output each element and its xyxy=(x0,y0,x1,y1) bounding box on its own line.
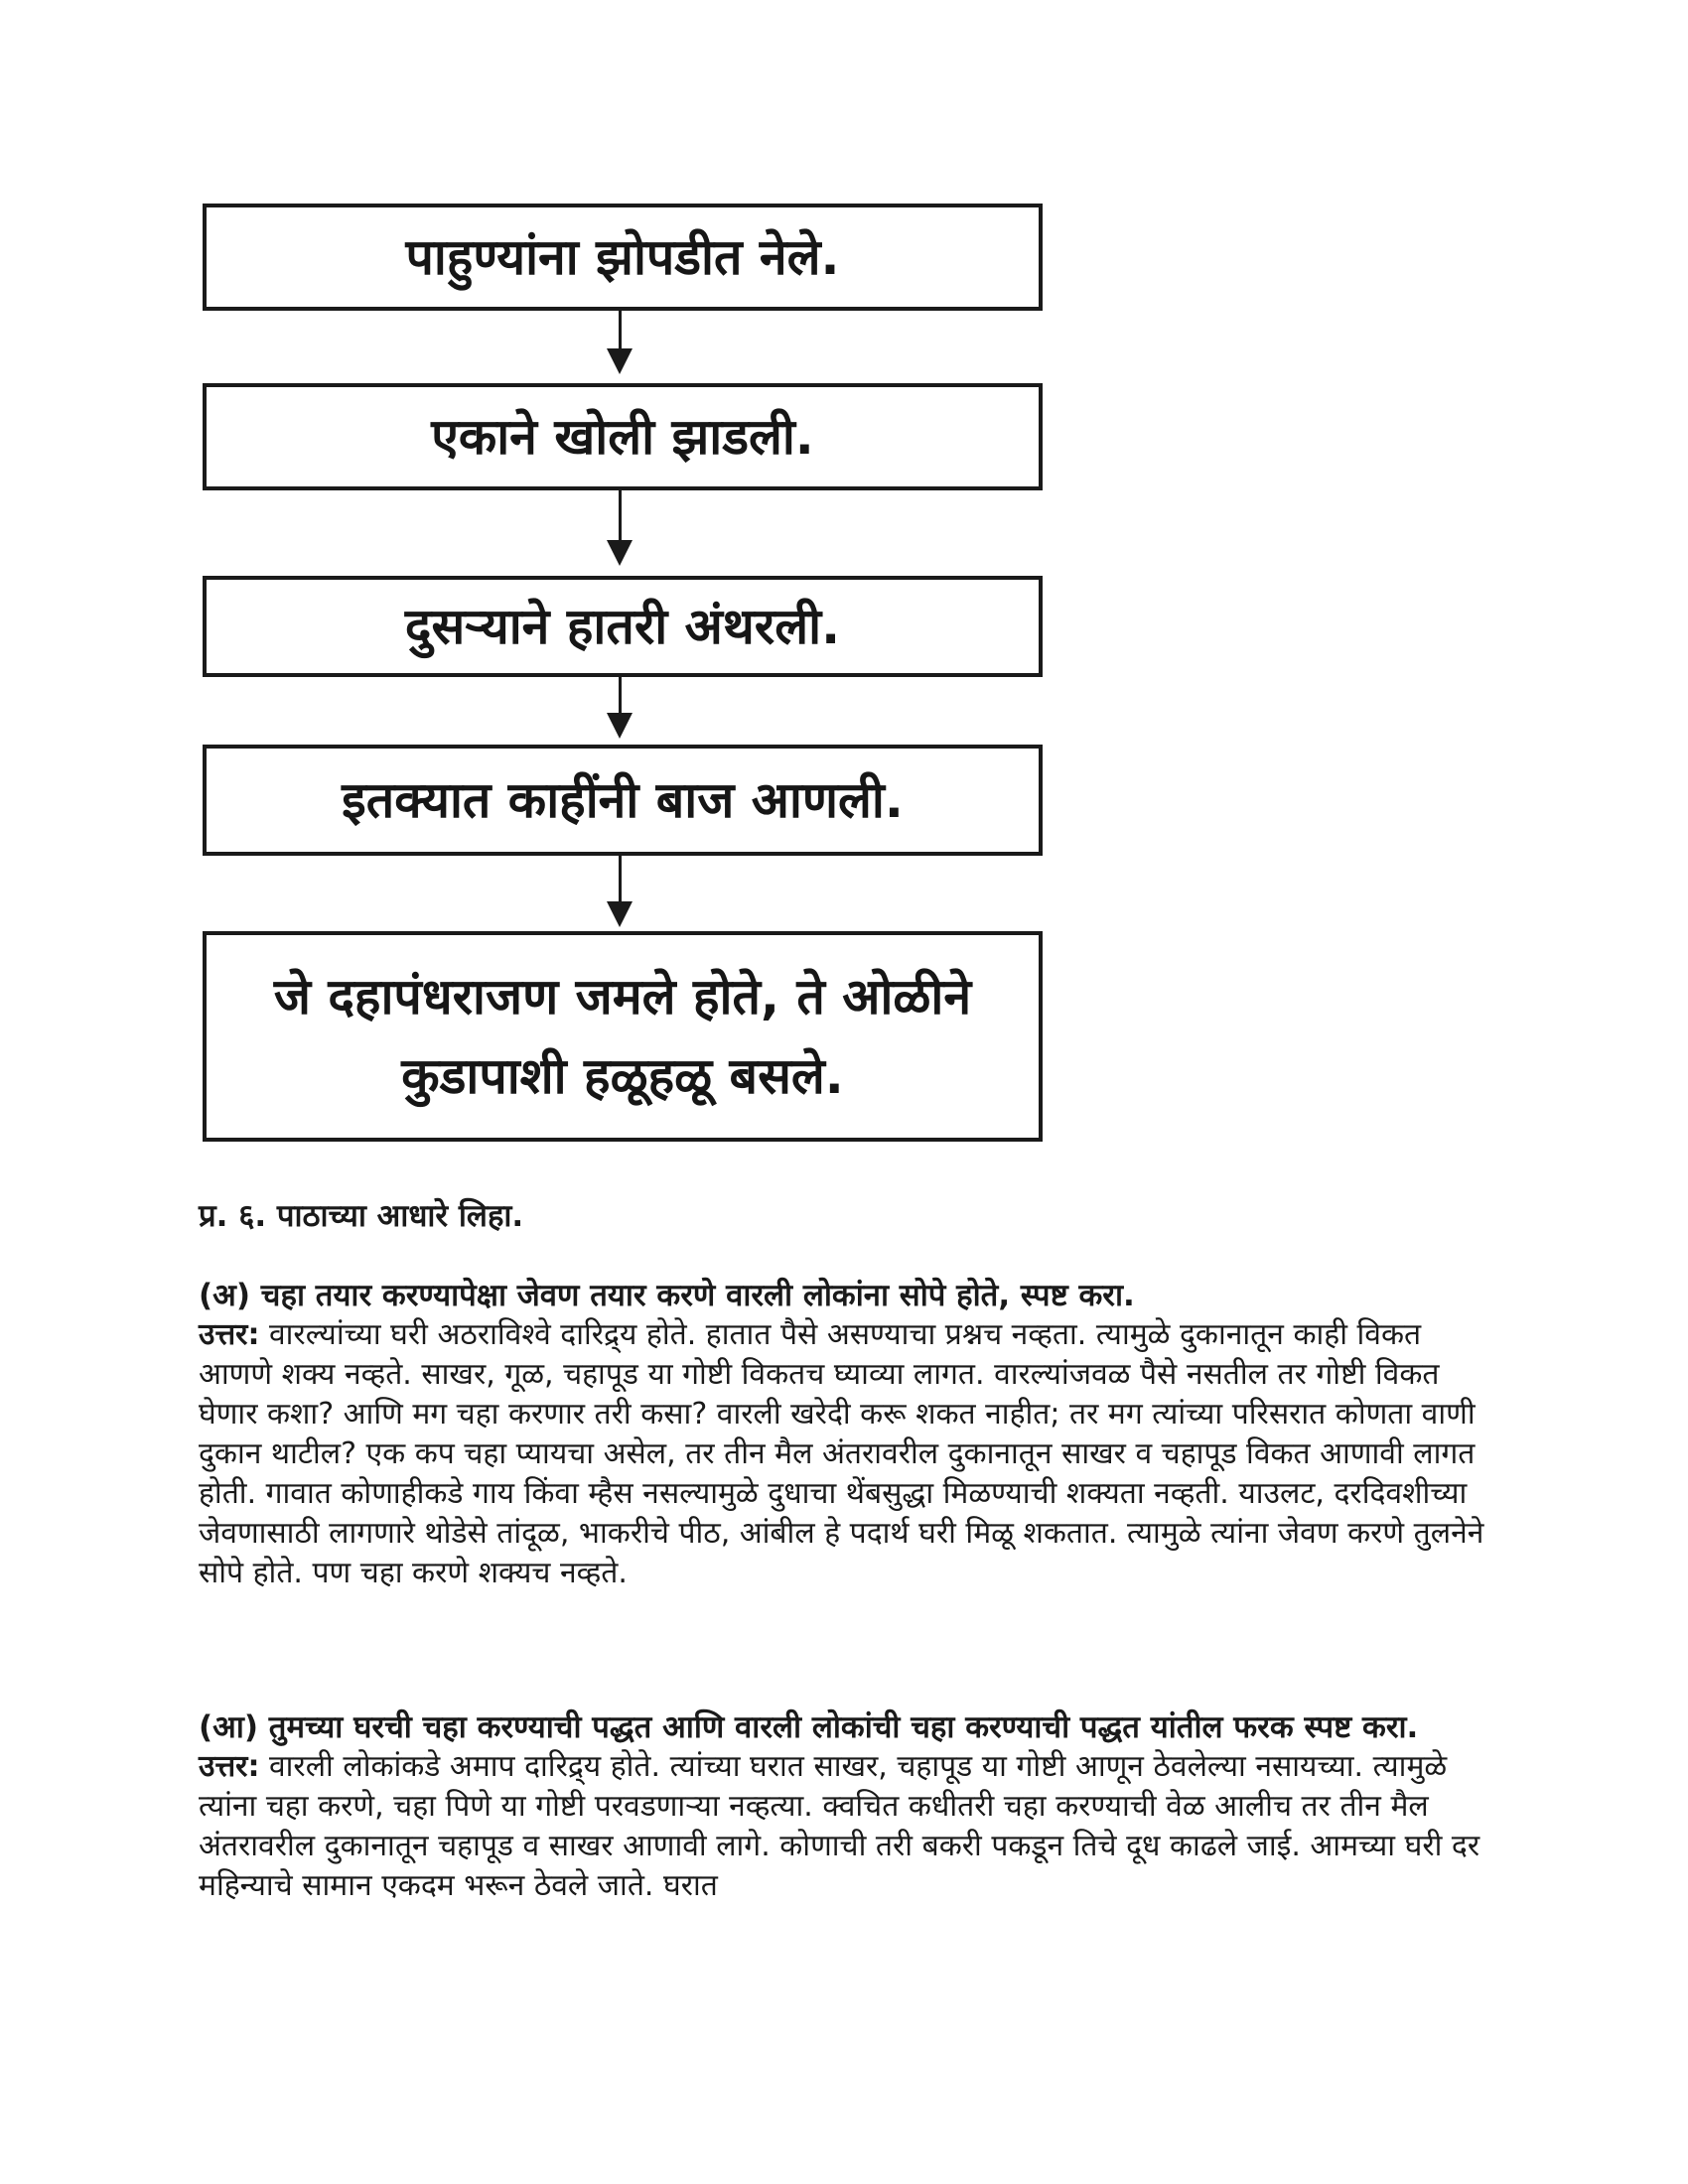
flow-step-2-text: एकाने खोली झाडली. xyxy=(431,408,814,466)
question-6a-block xyxy=(199,1276,1499,1593)
flow-step-5-line-1: जे दहापंधराजण जमले होते, ते ओळीने xyxy=(273,968,972,1025)
answer-text: वारल्यांच्या घरी अठराविश्वे दारिद्र्य होते. हातात पैसे असण्याचा प्रश्नच नव्हता. त्यामुळे दुकानातून काही विकत आणणे शक्य नव्हते. साखर, गूळ, चहापूड या गोष्टी विकतच घ्याव्या लागत. वारल्यांजवळ पैसे नसतील तर गोष्टी विकत घेणार कशा? आणि मग चहा करणार तरी कसा? वारली खरेदी करू शकत नाहीत; तर मग त्यांच्या परिसरात कोणता वाणी दुकान थाटील? एक कप चहा प्यायचा असेल, तर तीन मैल अंतरावरील दुकानातून साखर व चहापूड विकत आणावी लागत होती. गावात कोणाहीकडे गाय किंवा म्हैस नसल्यामुळे दुधाचा थेंबसुद्धा मिळण्याची शक्यता नव्हती. याउलट, दरदिवशीच्या जेवणासाठी लागणारे थोडेसे तांदूळ, भाकरीचे पीठ, आंबील हे पदार्थ घरी मिळू शकतात. त्यामुळे त्यांना जेवण करणे तुलनेने सोपे होते. पण चहा करणे शक्यच नव्हते. xyxy=(199,1317,1484,1590)
question-6aa-title: (आ) तुमच्या घरची चहा करण्याची पद्धत आणि वारली लोकांची चहा करण्याची पद्धत यांतील फरक स्पष्ट करा. xyxy=(199,1709,1419,1745)
question-6aa-block xyxy=(199,1707,1499,1906)
flow-step-4 xyxy=(203,745,1043,856)
answer-label: उत्तर: xyxy=(199,1749,260,1784)
flow-step-3-text: दुसऱ्याने हातरी अंथरली. xyxy=(404,598,841,655)
flow-step-5-line-2: कुडापाशी हळूहळू बसले. xyxy=(401,1047,844,1105)
flow-step-3 xyxy=(203,576,1043,677)
flow-step-2 xyxy=(203,383,1043,490)
question-6-heading: प्र. ६. पाठाच्या आधारे लिहा. xyxy=(199,1198,524,1234)
question-6a-title: (अ) चहा तयार करण्यापेक्षा जेवण तयार करणे वारली लोकांना सोपे होते, स्पष्ट करा. xyxy=(199,1278,1135,1313)
arrow-down-icon xyxy=(607,713,633,739)
flow-step-4-text: इतक्यात काहींनी बाज आणली. xyxy=(342,771,904,829)
answer-label: उत्तर: xyxy=(199,1317,260,1352)
arrow-down-icon xyxy=(607,348,633,374)
question-6a-answer xyxy=(199,1315,1499,1593)
question-6aa-answer xyxy=(199,1747,1499,1906)
flow-step-1-text: पाहुण्यांना झोपडीत नेले. xyxy=(405,228,840,286)
answer-text: वारली लोकांकडे अमाप दारिद्र्य होते. त्यांच्या घरात साखर, चहापूड या गोष्टी आणून ठेवलेल्या नसायच्या. त्यामुळे त्यांना चहा करणे, चहा पिणे या गोष्टी परवडणाऱ्या नव्हत्या. क्वचित कधीतरी चहा करण्याची वेळ आलीच तर तीन मैल अंतरावरील दुकानातून चहापूड व साखर आणावी लागे. कोणाची तरी बकरी पकडून तिचे दूध काढले जाई. आमच्या घरी दर महिन्याचे सामान एकदम भरून ठेवले जाते. घरात xyxy=(199,1749,1480,1903)
flow-step-1 xyxy=(203,204,1043,311)
arrow-down-icon xyxy=(607,901,633,927)
flow-step-5 xyxy=(203,931,1043,1142)
arrow-down-icon xyxy=(607,540,633,566)
